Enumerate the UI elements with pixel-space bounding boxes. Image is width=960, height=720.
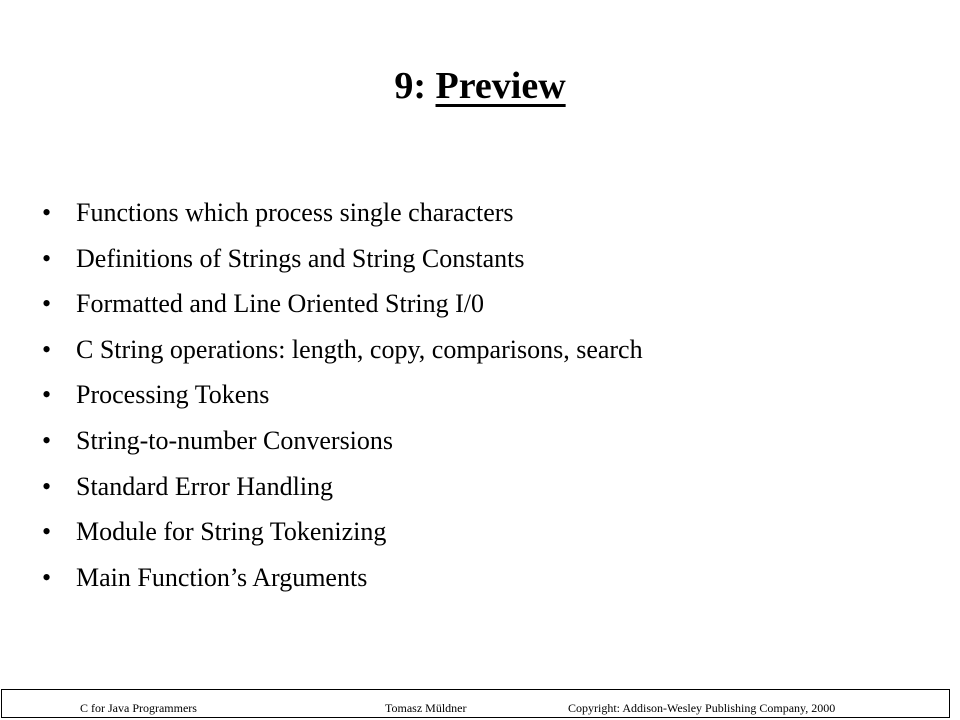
bullet-dot-icon: • — [42, 425, 52, 455]
bullet-dot-icon: • — [42, 517, 52, 547]
bullet-text: Standard Error Handling — [76, 471, 334, 501]
footer-copyright: Copyright: Addison-Wesley Publishing Company, 2000 — [568, 701, 836, 715]
bullet-dot-icon: • — [42, 243, 52, 273]
bullet-text: Module for String Tokenizing — [76, 517, 387, 547]
bullet-item — [0, 464, 960, 510]
bullet-text: String-to-number Conversions — [76, 425, 394, 455]
bullet-item — [0, 281, 960, 327]
bullet-item — [0, 236, 960, 282]
slide-title — [0, 60, 960, 112]
bullet-dot-icon: • — [42, 471, 52, 501]
title-word: Preview — [435, 65, 566, 107]
bullet-dot-icon: • — [42, 334, 52, 364]
bullet-list — [0, 190, 960, 600]
bullet-text: Functions which process single characters — [76, 198, 514, 227]
bullet-text: Formatted and Line Oriented String I/0 — [76, 289, 484, 319]
footer-course: C for Java Programmers — [80, 701, 197, 715]
bullet-dot-icon: • — [42, 380, 52, 410]
bullet-dot-icon: • — [42, 198, 52, 227]
title-number: 9: — [394, 65, 427, 107]
bullet-item — [0, 190, 960, 236]
bullet-dot-icon: • — [42, 289, 52, 319]
bullet-item — [0, 509, 960, 555]
bullet-item — [0, 555, 960, 601]
bullet-item — [0, 418, 960, 464]
bullet-dot-icon: • — [42, 562, 52, 592]
bullet-item — [0, 327, 960, 373]
bullet-item — [0, 372, 960, 418]
bullet-text: Processing Tokens — [76, 380, 270, 410]
footer-author: Tomasz Müldner — [385, 701, 467, 715]
bullet-text: Definitions of Strings and String Constants — [76, 243, 525, 273]
bullet-text: Main Function’s Arguments — [76, 562, 368, 592]
bullet-text: C String operations: length, copy, comparisons, search — [76, 334, 643, 364]
